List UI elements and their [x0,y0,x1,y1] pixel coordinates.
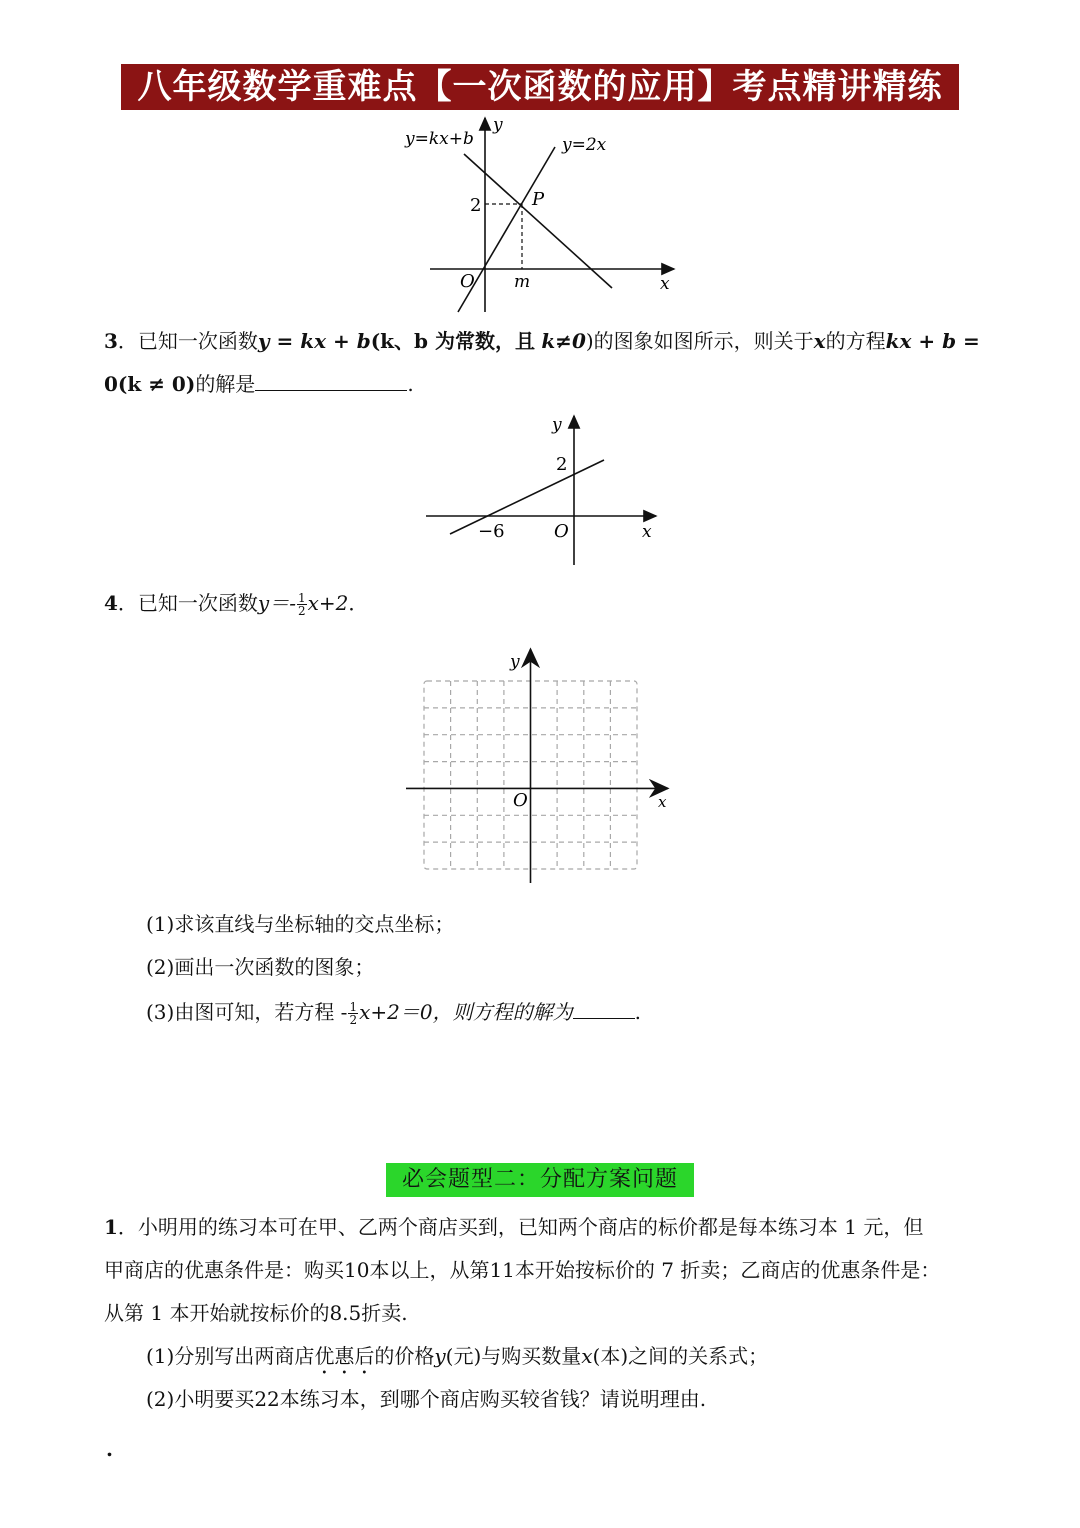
label-x-axis: x [658,793,667,811]
answer-blank[interactable] [255,372,407,391]
page-title: 八年级数学重难点【一次函数的应用】考点精讲精练 [121,64,959,110]
label-x-tick: −6 [478,521,505,542]
fraction: $\frac{1}{2}$ [349,1000,358,1027]
question-4-part-2: (2)画出一次函数的图象； [146,955,375,979]
label-origin: O [460,271,475,292]
label-y-axis: y [493,115,503,135]
answer-blank[interactable] [573,1000,635,1019]
label-y-axis: y [510,652,520,672]
question-1-line-2: 甲商店的优惠条件是：购买10本以上，从第11本开始按标价的 7 折卖；乙商店的优惠条件是： [104,1258,941,1282]
graph-line-intercepts [420,410,670,570]
section-title: 必会题型二：分配方案问题 [386,1163,694,1197]
graph-intersecting-lines [400,112,700,322]
equation: y = kx + b [257,329,371,353]
trailing-mark: . [106,1437,113,1461]
question-4-part-1: (1)求该直线与坐标轴的交点坐标； [146,912,455,936]
line-kx-plus-b [464,154,612,288]
coordinate-grid [400,645,680,890]
function-line [450,460,604,534]
question-number: 1 [104,1215,118,1239]
label-point-p: P [532,189,545,210]
label-line-2x: y=2x [562,135,607,155]
question-3-line-1: 3．已知一次函数y = kx + b(k、b 为常数，且 k≠0)的图象如图所示，则关于x的方程kx + b = [104,329,980,353]
question-number: 4 [104,591,118,615]
label-y-tick: 2 [556,454,568,475]
label-y-tick: 2 [470,195,482,216]
emphasized-text: 优惠后 [314,1344,375,1368]
question-4: 4．已知一次函数y＝- $\frac{1}{2}$ x+2． [104,591,369,618]
equation: kx + b = [885,329,980,353]
label-x-axis: x [642,522,652,542]
label-y-axis: y [552,415,562,435]
label-line-kx-plus-b: y=kx+b [405,129,474,149]
question-1-line-1: 1．小明用的练习本可在甲、乙两个商店买到，已知两个商店的标价都是每本练习本 1 元，但 [104,1215,924,1239]
question-1-part-1: (1)分别写出两商店优惠后的价格y(元)与购买数量x(本)之间的关系式； [146,1344,769,1368]
label-origin: O [554,521,569,542]
fraction: $\frac{1}{2}$ [297,591,306,618]
question-1-line-3: 从第 1 本开始就按标价的8.5折卖. [104,1301,408,1325]
label-x-tick: m [514,272,531,292]
question-number: 3 [104,329,118,353]
label-origin: O [513,790,528,811]
question-1-part-2: (2)小明要买22本练习本，到哪个商店购买较省钱？请说明理由. [146,1387,707,1411]
question-4-part-3: (3)由图可知，若方程 - $\frac{1}{2}$ x+2＝0，则方程的解为 . [146,1000,641,1027]
label-x-axis: x [660,274,670,294]
question-3-line-2: 0(k ≠ 0)的解是 . [104,372,414,396]
